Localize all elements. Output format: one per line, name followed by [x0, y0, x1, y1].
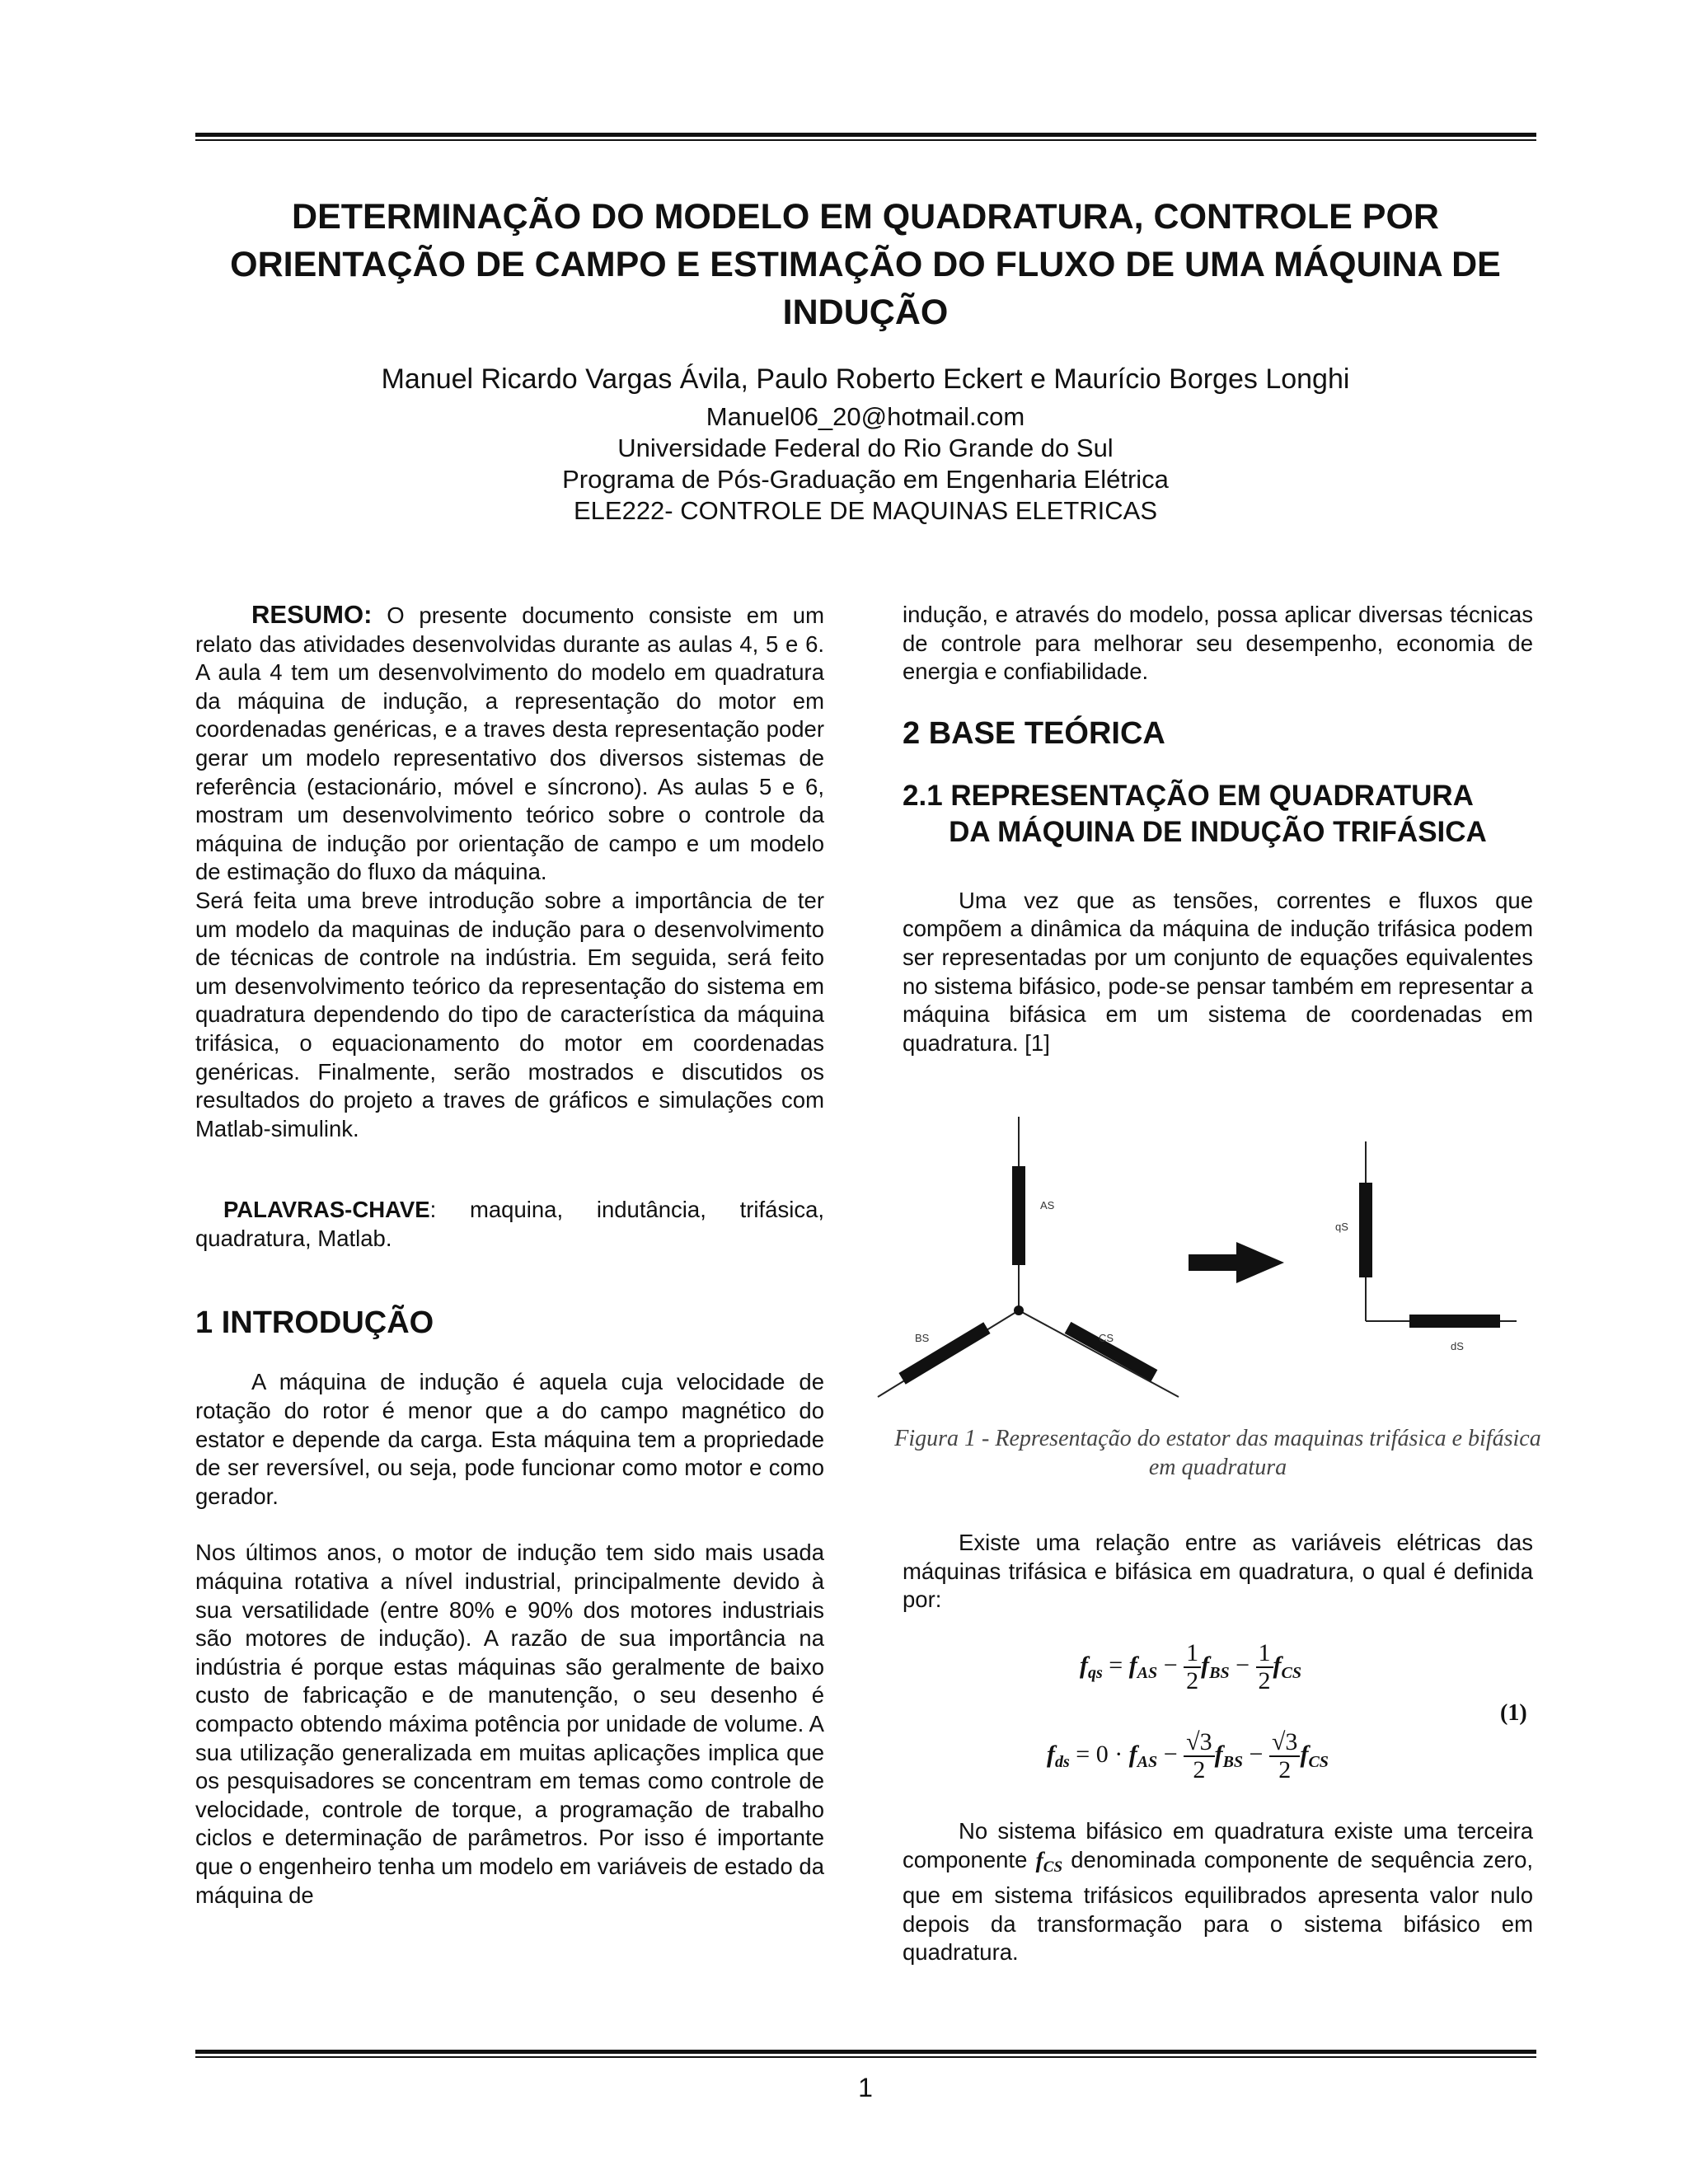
- program: Programa de Pós-Graduação em Engenharia Elétrica: [562, 465, 1169, 494]
- three-phase-star: [878, 1117, 1179, 1397]
- eq-sub-cs: CS: [1281, 1663, 1301, 1682]
- intro-paragraph-3: indução, e através do modelo, possa aplicar diversas técnicas de controle para melhorar seu desempenho, economia de energia e confiabilidade.: [903, 602, 1533, 685]
- neutral-node: [1014, 1305, 1024, 1315]
- eq-equals: =: [1109, 1651, 1123, 1679]
- theory-paragraph-1: Uma vez que as tensões, correntes e fluxos que compõem a dinâmica da máquina de indução trifásica podem ser representadas por um conjunto de equações equivalentes no sistema bifásico, pode-se pensar também em representar a máquina bifásica em um sistema de coordenadas em quadratura. [1]: [903, 887, 1533, 1056]
- as-winding: [1012, 1166, 1025, 1265]
- eq-f: f: [1047, 1740, 1055, 1768]
- author-email: Manuel06_20@hotmail.com: [706, 402, 1025, 431]
- qs-label: qS: [1335, 1221, 1348, 1233]
- eq-f: f: [1273, 1651, 1282, 1679]
- eq-fraction-sqrt3: [1184, 1729, 1214, 1783]
- eq-zero-dot: 0 ·: [1095, 1740, 1123, 1768]
- eq-f: f: [1300, 1740, 1309, 1768]
- eq-f: f: [1080, 1651, 1088, 1679]
- eq-sub-as: AS: [1137, 1752, 1158, 1771]
- bottom-rule-thin: [195, 2056, 1536, 2058]
- eq-den: 2: [1193, 1756, 1206, 1783]
- eq-num: 1: [1184, 1640, 1201, 1668]
- university: Universidade Federal do Rio Grande do Sul: [617, 434, 1114, 462]
- figure-caption: Figura 1 - Representação do estator das maquinas trifásica e bifásica em quadratura: [894, 1426, 1541, 1480]
- ds-winding: [1409, 1315, 1500, 1328]
- course: ELE222- CONTROLE DE MAQUINAS ELETRICAS: [573, 496, 1158, 525]
- eq-den: 2: [1186, 1667, 1199, 1694]
- page-number: 1: [858, 2073, 873, 2102]
- eq-minus: −: [1163, 1740, 1178, 1768]
- eq-f: f: [1128, 1740, 1137, 1768]
- abstract: [195, 601, 824, 887]
- authors: Manuel Ricardo Vargas Ávila, Paulo Roberto Eckert e Maurício Borges Longhi: [381, 363, 1350, 395]
- qs-winding: [1359, 1183, 1372, 1277]
- eq-minus: −: [1249, 1740, 1264, 1768]
- eq-sub-cs: CS: [1308, 1752, 1329, 1771]
- eq-num: 1: [1256, 1640, 1273, 1668]
- intro-paragraph-1: A máquina de indução é aquela cuja velocidade de rotação do rotor é menor que a do campo magnético do estator e depende da carga. Esta máquina tem a propriedade de ser reversível, ou seja, pode funcionar como motor e como gerador.: [195, 1369, 824, 1509]
- stator-figure: [874, 1117, 1517, 1413]
- eq-den: 2: [1278, 1756, 1292, 1783]
- subsection-heading-line-1: 2.1 REPRESENTAÇÃO EM QUADRATURA: [903, 779, 1474, 812]
- theory-paragraph-3-start: No sistema bifásico em quadratura existe uma terceira componente: [903, 1818, 1533, 1872]
- eq-fraction-half: [1256, 1640, 1273, 1694]
- eq-minus: −: [1163, 1651, 1178, 1679]
- theory-paragraph-3-end: denominada componente de sequência zero, que em sistema trifásicos equilibrados apresenta valor nulo depois da transformação para o sistema bifásico em quadratura.: [903, 1846, 1534, 1966]
- eq-sub-as: AS: [1137, 1663, 1158, 1682]
- keywords-text: : maquina, indutância, trifásica, quadratura, Matlab.: [195, 1197, 824, 1251]
- theory-paragraph-2: Existe uma relação entre as variáveis elétricas das máquinas trifásica e bifásica em quadratura, o qual é definida por:: [903, 1530, 1533, 1613]
- eq-fraction-half: [1184, 1640, 1201, 1694]
- section-1-heading: 1 INTRODUÇÃO: [195, 1305, 434, 1341]
- eq-equals: =: [1076, 1740, 1090, 1768]
- intro-paragraph-2: Nos últimos anos, o motor de indução tem sido mais usada máquina rotativa a nível industrial, principalmente devido à sua versatilidade (entre 80% e 90% dos motores industriais são motores de indução). A razão de sua importância na indústria é porque estas máquinas são geralmente de baixo custo de fabricação e de manutenção, o seu desenho é compacto obtendo máxima potência por unidade de volume. A sua utilização generalizada em muitas aplicações implica que os pesquisadores se concentram em temas como controle de velocidade, controle de torque, a programação de trabalho ciclos e determinação de parâmetros. Por isso é importante que o engenheiro tenha um modelo em variáveis de estado da máquina de: [195, 1540, 824, 1908]
- ds-label: dS: [1451, 1340, 1464, 1352]
- section-2-heading: 2 BASE TEÓRICA: [903, 715, 1165, 751]
- bottom-rule-thick: [195, 2050, 1536, 2054]
- eq-sub-qs: qs: [1088, 1663, 1103, 1682]
- inline-sub-cs: CS: [1043, 1858, 1063, 1876]
- subsection-heading-line-2: DA MÁQUINA DE INDUÇÃO TRIFÁSICA: [949, 815, 1487, 848]
- as-label: AS: [1040, 1199, 1055, 1212]
- transform-arrow-icon: [1189, 1242, 1284, 1283]
- right-column: [903, 601, 1533, 1057]
- theory-paragraph-3: [903, 1817, 1533, 1967]
- cs-winding: [1065, 1322, 1158, 1381]
- eq-f: f: [1201, 1651, 1210, 1679]
- eq-sub-bs: BS: [1222, 1752, 1244, 1771]
- cs-label: CS: [1099, 1332, 1114, 1344]
- subsection-2-1-heading: [903, 778, 1533, 851]
- abstract-text-2: Será feita uma breve introdução sobre a importância de ter um modelo da maquinas de indução para o desenvolvimento de técnicas de controle na indústria. Em seguida, será feito um desenvolvimento teórico da representação do sistema em quadratura dependendo do tipo de característica da máquina trifásica, o equacionamento do motor em coordenadas genéricas. Finalmente, serão mostrados e discutidos os resultados do projeto a traves de gráficos e simulações com Matlab-simulink.: [195, 887, 824, 1141]
- eq-fraction-sqrt3: [1269, 1729, 1300, 1783]
- left-column: [195, 601, 824, 1910]
- affiliation-block: [181, 401, 1550, 527]
- eq-num: √3: [1269, 1729, 1300, 1757]
- inline-f: f: [1035, 1846, 1043, 1872]
- eq-f: f: [1214, 1740, 1223, 1768]
- bs-label: BS: [915, 1332, 930, 1344]
- inline-fcs: [1035, 1846, 1063, 1876]
- equation-fds: [1047, 1729, 1329, 1783]
- equation-fqs: [1080, 1640, 1301, 1694]
- eq-sub-bs: BS: [1209, 1663, 1230, 1682]
- equation-number: (1): [1500, 1700, 1527, 1726]
- theory-paragraph-3-block: [903, 1817, 1533, 1967]
- eq-sub-ds: ds: [1055, 1752, 1070, 1771]
- keywords: [195, 1196, 824, 1253]
- abstract-label: RESUMO:: [251, 600, 373, 629]
- top-rule-thin: [195, 139, 1536, 141]
- keywords-label: PALAVRAS-CHAVE: [223, 1197, 430, 1223]
- bs-winding: [898, 1322, 990, 1385]
- top-rule-thick: [195, 133, 1536, 137]
- abstract-text: O presente documento consiste em um relato das atividades desenvolvidas durante as aulas 4, 5 e 6. A aula 4 tem um desenvolvimento do modelo em quadratura da máquina de indução, a representação do motor em coordenadas genéricas, e a traves desta representação poder gerar um modelo representativo dos diversos sistemas de referência (estacionário, móvel e síncrono). As aulas 5 e 6, mostram um desenvolvimento teórico sobre o controle da máquina de indução por orientação de campo e um modelo de estimação do fluxo da máquina.: [195, 602, 824, 885]
- eq-den: 2: [1258, 1667, 1271, 1694]
- theory-paragraph-2-block: [903, 1529, 1533, 1615]
- paper-title: DETERMINAÇÃO DO MODELO EM QUADRATURA, CONTROLE POR ORIENTAÇÃO DE CAMPO E ESTIMAÇÃO DO FLUXO DE UMA MÁQUINA DE INDUÇÃO: [230, 197, 1501, 332]
- eq-minus: −: [1236, 1651, 1250, 1679]
- two-phase-quadrature: [1335, 1141, 1517, 1352]
- eq-num: √3: [1184, 1729, 1214, 1757]
- eq-f: f: [1128, 1651, 1137, 1679]
